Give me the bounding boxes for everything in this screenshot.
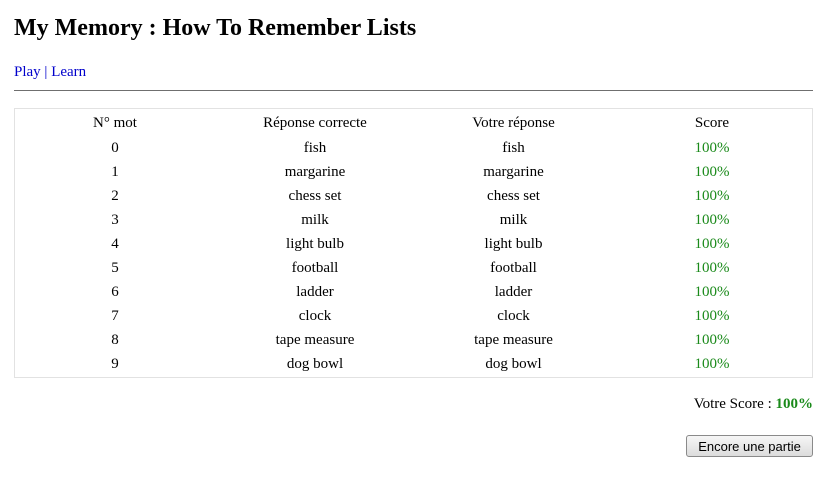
your-answer: dog bowl: [485, 356, 542, 372]
row-score: 100%: [694, 164, 730, 180]
correct-answer: margarine: [284, 164, 346, 180]
nav-link-play[interactable]: Play: [14, 64, 41, 80]
row-score: 100%: [694, 332, 730, 348]
header-divider: [14, 90, 813, 91]
correct-answer: milk: [301, 212, 329, 228]
word-number: 3: [111, 212, 119, 228]
word-number: 8: [111, 332, 119, 348]
row-score: 100%: [694, 212, 730, 228]
nav-link-learn[interactable]: Learn: [51, 64, 87, 80]
correct-answer: ladder: [296, 284, 334, 300]
results-table-frame: [14, 108, 813, 378]
word-number: 9: [111, 356, 119, 372]
table-row: [15, 208, 812, 232]
header-correct-answer: Réponse correcte: [263, 115, 367, 131]
your-answer: clock: [497, 308, 530, 324]
word-number: 7: [111, 308, 119, 324]
play-again-button[interactable]: Encore une partie: [686, 435, 813, 457]
correct-answer: light bulb: [286, 236, 344, 252]
word-number: 6: [111, 284, 119, 300]
your-answer: ladder: [494, 284, 533, 300]
row-score: 100%: [694, 308, 730, 324]
row-score: 100%: [694, 356, 730, 372]
your-answer: margarine: [483, 164, 544, 180]
your-answer: milk: [499, 212, 528, 228]
word-number: 5: [111, 260, 119, 276]
your-answer: tape measure: [474, 332, 553, 348]
your-answer: fish: [502, 140, 525, 156]
header-your-answer: Votre réponse: [472, 115, 555, 131]
table-row: [15, 232, 812, 256]
row-score: 100%: [694, 188, 730, 204]
table-row: [15, 352, 812, 376]
page-title: My Memory : How To Remember Lists: [14, 15, 417, 41]
correct-answer: football: [291, 260, 339, 276]
table-header-row: [15, 111, 812, 136]
header-score: Score: [694, 115, 730, 131]
nav-bar: [14, 63, 86, 81]
correct-answer: chess set: [288, 188, 342, 204]
row-score: 100%: [694, 140, 730, 156]
table-row: [15, 328, 812, 352]
nav-separator: |: [44, 64, 48, 80]
your-answer: light bulb: [484, 236, 543, 252]
total-score: [694, 395, 813, 413]
header-word-number: N° mot: [93, 115, 137, 131]
table-row: [15, 304, 812, 328]
table-row: [15, 256, 812, 280]
word-number: 4: [111, 236, 119, 252]
correct-answer: clock: [298, 308, 332, 324]
results-table: [15, 111, 812, 376]
table-row: [15, 184, 812, 208]
row-score: 100%: [694, 236, 730, 252]
correct-answer: dog bowl: [286, 356, 344, 372]
row-score: 100%: [694, 260, 730, 276]
word-number: 0: [111, 140, 119, 156]
correct-answer: fish: [303, 140, 327, 156]
word-number: 2: [111, 188, 119, 204]
your-answer: football: [490, 260, 537, 276]
correct-answer: tape measure: [275, 332, 355, 348]
table-row: [15, 136, 812, 160]
total-score-label: Votre Score :: [693, 396, 772, 412]
table-row: [15, 160, 812, 184]
your-answer: chess set: [487, 188, 540, 204]
table-row: [15, 280, 812, 304]
row-score: 100%: [694, 284, 730, 300]
total-score-value: 100%: [775, 396, 813, 412]
word-number: 1: [111, 164, 119, 180]
